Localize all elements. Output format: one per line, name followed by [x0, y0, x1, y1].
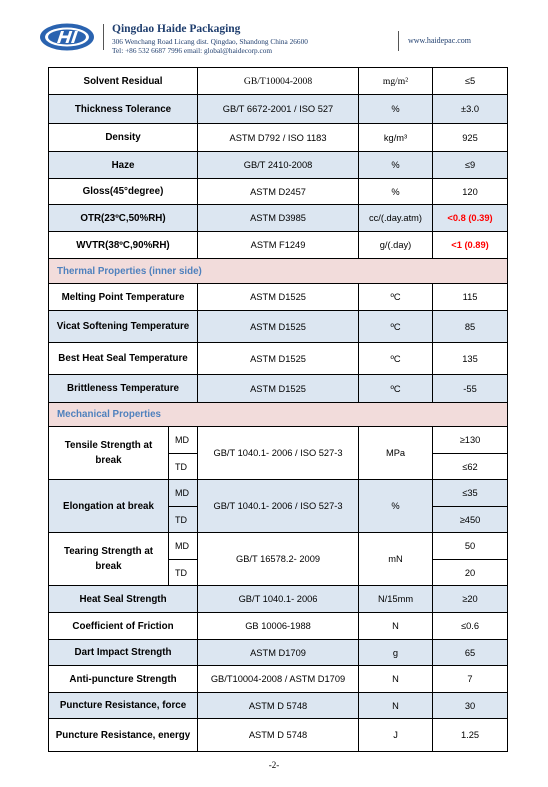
property-name: Coefficient of Friction [49, 613, 198, 640]
property-name: OTR(23ºC,50%RH) [49, 205, 198, 232]
table-row [49, 480, 508, 507]
unit: N/15mm [359, 586, 433, 613]
table-row [49, 68, 508, 95]
property-name: Thickness Tolerance [49, 95, 198, 124]
value: 65 [433, 640, 508, 666]
test-method: ASTM F1249 [198, 232, 359, 259]
value: ≥20 [433, 586, 508, 613]
table-row [49, 311, 508, 343]
value: ≥450 [433, 507, 508, 533]
unit: g/(.day) [359, 232, 433, 259]
test-method: ASTM D1525 [198, 375, 359, 403]
section-title-mechanical: Mechanical Properties [49, 403, 508, 427]
value: 1.25 [433, 719, 508, 752]
test-method: ASTM D2457 [198, 179, 359, 205]
unit: kg/m³ [359, 124, 433, 152]
page-header [0, 0, 548, 66]
spec-table [48, 67, 508, 752]
property-name: Puncture Resistance, energy [49, 719, 198, 752]
direction-td: TD [169, 454, 198, 480]
direction-td: TD [169, 507, 198, 533]
table-row [49, 719, 508, 752]
header-divider [103, 24, 104, 50]
table-row [49, 586, 508, 613]
table-row [49, 640, 508, 666]
unit: % [359, 152, 433, 179]
address-line: 306 Wenchang Road Licang dist. Qingdao, Shandong China 26600 [112, 37, 308, 46]
property-name: WVTR(38ºC,90%RH) [49, 232, 198, 259]
property-name: Elongation at break [49, 480, 169, 533]
test-method: ASTM D 5748 [198, 719, 359, 752]
table-row [49, 179, 508, 205]
direction-md: MD [169, 427, 198, 454]
test-method: GB/T10004-2008 [198, 68, 359, 95]
value: ≤9 [433, 152, 508, 179]
company-name: Qingdao Haide Packaging [112, 23, 241, 35]
value: 85 [433, 311, 508, 343]
unit: % [359, 179, 433, 205]
value: ≤0.6 [433, 613, 508, 640]
value: ≤35 [433, 480, 508, 507]
unit: N [359, 693, 433, 719]
unit: ºC [359, 284, 433, 311]
test-method: ASTM D3985 [198, 205, 359, 232]
value: 115 [433, 284, 508, 311]
test-method: GB/T 1040.1- 2006 / ISO 527-3 [198, 427, 359, 480]
direction-md: MD [169, 533, 198, 560]
unit: N [359, 613, 433, 640]
table-row [49, 124, 508, 152]
test-method: GB/T 1040.1- 2006 / ISO 527-3 [198, 480, 359, 533]
property-name: Haze [49, 152, 198, 179]
table-row [49, 693, 508, 719]
company-address [112, 37, 308, 55]
test-method: ASTM D1525 [198, 311, 359, 343]
unit: cc/(.day.atm) [359, 205, 433, 232]
test-method: ASTM D 5748 [198, 693, 359, 719]
property-name: Gloss(45°degree) [49, 179, 198, 205]
table-row [49, 427, 508, 454]
table-row [49, 533, 508, 560]
header-divider-right [398, 31, 399, 51]
property-name: Best Heat Seal Temperature [49, 343, 198, 375]
table-row [49, 232, 508, 259]
property-name: Tensile Strength at break [49, 427, 169, 480]
test-method: ASTM D1709 [198, 640, 359, 666]
test-method: GB/T 1040.1- 2006 [198, 586, 359, 613]
test-method: GB 10006-1988 [198, 613, 359, 640]
property-name: Puncture Resistance, force [49, 693, 198, 719]
test-method: GB/T 6672-2001 / ISO 527 [198, 95, 359, 124]
value: 135 [433, 343, 508, 375]
property-name: Brittleness Temperature [49, 375, 198, 403]
value: 925 [433, 124, 508, 152]
table-row [49, 95, 508, 124]
page-number: -2- [268, 760, 280, 770]
section-title-thermal: Thermal Properties (inner side) [49, 259, 508, 284]
property-name: Melting Point Temperature [49, 284, 198, 311]
test-method: ASTM D792 / ISO 1183 [198, 124, 359, 152]
property-name: Tearing Strength at break [49, 533, 169, 586]
property-name: Heat Seal Strength [49, 586, 198, 613]
section-row [49, 403, 508, 427]
value: ≤5 [433, 68, 508, 95]
table-row [49, 205, 508, 232]
value: 30 [433, 693, 508, 719]
value: ≥130 [433, 427, 508, 454]
unit: % [359, 480, 433, 533]
value: <1 (0.89) [433, 232, 508, 259]
unit: N [359, 666, 433, 693]
website-link[interactable]: www.haidepac.com [408, 36, 472, 45]
unit: J [359, 719, 433, 752]
unit: ºC [359, 311, 433, 343]
property-name: Solvent Residual [49, 68, 198, 95]
property-name: Dart Impact Strength [49, 640, 198, 666]
table-row [49, 666, 508, 693]
value: 20 [433, 560, 508, 586]
unit: ºC [359, 343, 433, 375]
property-name: Vicat Softening Temperature [49, 311, 198, 343]
property-name: Anti-puncture Strength [49, 666, 198, 693]
value: <0.8 (0.39) [433, 205, 508, 232]
table-row [49, 613, 508, 640]
unit: MPa [359, 427, 433, 480]
unit: mN [359, 533, 433, 586]
direction-md: MD [169, 480, 198, 507]
haide-logo-icon [38, 22, 96, 52]
table-row [49, 343, 508, 375]
value: ≤62 [433, 454, 508, 480]
test-method: ASTM D1525 [198, 284, 359, 311]
value: 120 [433, 179, 508, 205]
direction-td: TD [169, 560, 198, 586]
contact-line: Tel: +86 532 6687 7996 email: global@haidecorp.com [112, 46, 273, 55]
test-method: GB/T10004-2008 / ASTM D1709 [198, 666, 359, 693]
value: 7 [433, 666, 508, 693]
table-row [49, 284, 508, 311]
test-method: GB/T 2410-2008 [198, 152, 359, 179]
test-method: ASTM D1525 [198, 343, 359, 375]
unit: g [359, 640, 433, 666]
value: 50 [433, 533, 508, 560]
section-row [49, 259, 508, 284]
value: ±3.0 [433, 95, 508, 124]
table-row [49, 375, 508, 403]
unit: % [359, 95, 433, 124]
unit: ºC [359, 375, 433, 403]
unit: mg/m² [359, 68, 433, 95]
table-row [49, 152, 508, 179]
property-name: Density [49, 124, 198, 152]
test-method: GB/T 16578.2- 2009 [198, 533, 359, 586]
value: -55 [433, 375, 508, 403]
